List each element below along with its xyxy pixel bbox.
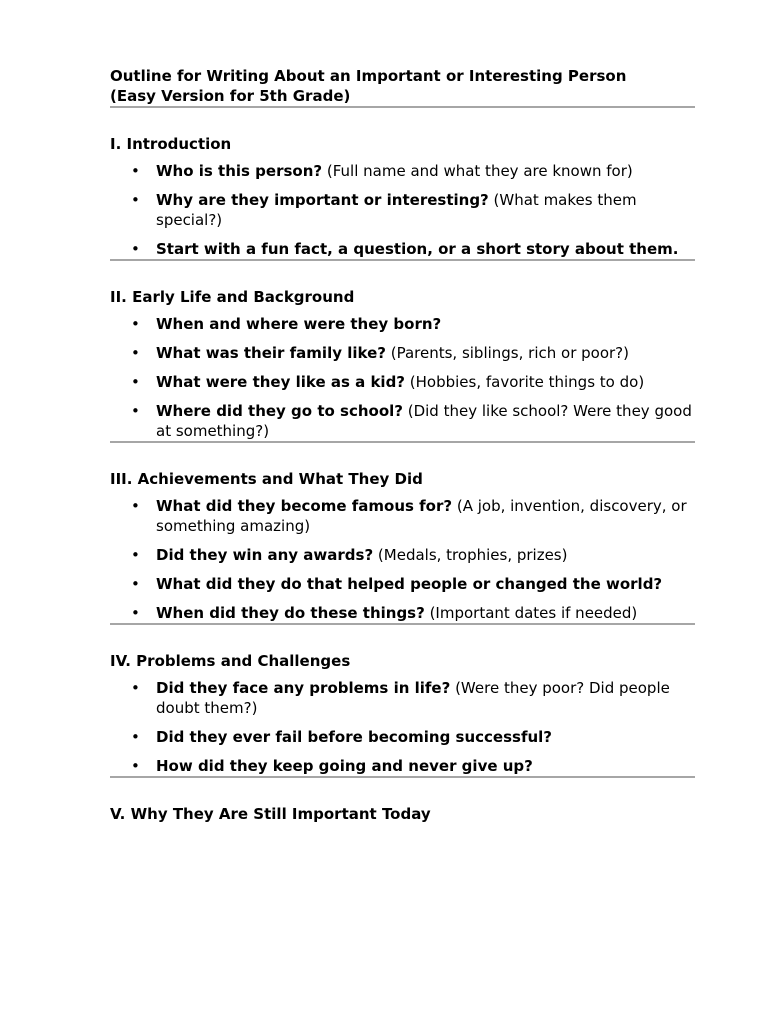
section-achievements — [110, 469, 695, 625]
item-question: When and where were they born? — [156, 315, 442, 333]
section-divider — [110, 259, 695, 261]
item-question: What were they like as a kid? — [156, 373, 406, 391]
bullet-icon: • — [131, 727, 140, 746]
title-line-1: Outline for Writing About an Important or Interesting Person — [110, 67, 627, 85]
item-question: Where did they go to school? — [156, 402, 403, 420]
item-question: Did they win any awards? — [156, 545, 374, 564]
item-question: What was their family like? — [156, 344, 386, 362]
section-divider — [110, 776, 695, 778]
list-item — [110, 497, 695, 536]
list-item — [110, 315, 695, 335]
item-note: (Full name and what they are known for) — [322, 162, 633, 180]
item-note: (What makes them special?) — [156, 191, 637, 229]
bullet-icon: • — [131, 574, 140, 593]
bullet-icon: • — [131, 315, 140, 333]
item-question: Why are they important or interesting? — [156, 191, 489, 209]
item-question: Start with a fun fact, a question, or a short story about them. — [156, 239, 679, 258]
bullet-icon: • — [131, 497, 140, 515]
list-item — [110, 191, 695, 230]
section-item-list — [110, 162, 695, 259]
item-note: (Hobbies, favorite things to do) — [405, 373, 645, 391]
item-note: (Parents, siblings, rich or poor?) — [385, 344, 629, 362]
item-question: How did they keep going and never give up? — [156, 756, 533, 775]
item-question: Who is this person? — [156, 162, 323, 180]
item-note: (Were they poor? Did people doubt them?) — [156, 679, 670, 717]
item-question: What did they become famous for? — [156, 497, 453, 515]
item-question: What did they do that helped people or changed the world? — [156, 574, 663, 593]
list-item — [110, 575, 695, 595]
item-note: (A job, invention, discovery, or something amazing) — [156, 497, 687, 535]
section-item-list — [110, 315, 695, 441]
list-item — [110, 373, 695, 393]
section-introduction — [110, 134, 695, 261]
bullet-icon: • — [131, 545, 140, 564]
list-item — [110, 679, 695, 718]
section-heading: II. Early Life and Background — [110, 288, 355, 306]
section-divider — [110, 623, 695, 625]
item-note: (Medals, trophies, prizes) — [373, 545, 568, 564]
document-page — [110, 66, 695, 824]
bullet-icon: • — [131, 373, 140, 391]
title-line-2: (Easy Version for 5th Grade) — [110, 87, 351, 105]
section-still-important — [110, 804, 695, 824]
list-item — [110, 728, 695, 748]
item-note: (Important dates if needed) — [424, 603, 638, 622]
bullet-icon: • — [131, 756, 140, 775]
list-item — [110, 344, 695, 364]
section-heading: III. Achievements and What They Did — [110, 470, 423, 488]
bullet-icon: • — [131, 162, 140, 180]
list-item — [110, 402, 695, 441]
list-item — [110, 240, 695, 260]
list-item — [110, 162, 695, 182]
title-divider — [110, 106, 695, 108]
bullet-icon: • — [131, 239, 140, 258]
item-question: Did they face any problems in life? — [156, 679, 451, 697]
bullet-icon: • — [131, 344, 140, 362]
list-item — [110, 604, 695, 624]
section-divider — [110, 441, 695, 443]
list-item — [110, 546, 695, 566]
list-item — [110, 757, 695, 777]
item-note: (Did they like school? Were they good at something?) — [156, 402, 692, 440]
item-question: Did they ever fail before becoming successful? — [156, 727, 552, 746]
section-heading: IV. Problems and Challenges — [110, 652, 351, 670]
bullet-icon: • — [131, 603, 140, 622]
section-item-list — [110, 679, 695, 776]
section-early-life — [110, 287, 695, 443]
section-item-list — [110, 497, 695, 623]
bullet-icon: • — [131, 402, 140, 420]
document-title — [110, 66, 695, 106]
section-problems — [110, 651, 695, 778]
section-heading: V. Why They Are Still Important Today — [110, 805, 431, 823]
bullet-icon: • — [131, 679, 140, 697]
bullet-icon: • — [131, 191, 140, 209]
section-heading: I. Introduction — [110, 135, 232, 153]
item-question: When did they do these things? — [156, 603, 425, 622]
